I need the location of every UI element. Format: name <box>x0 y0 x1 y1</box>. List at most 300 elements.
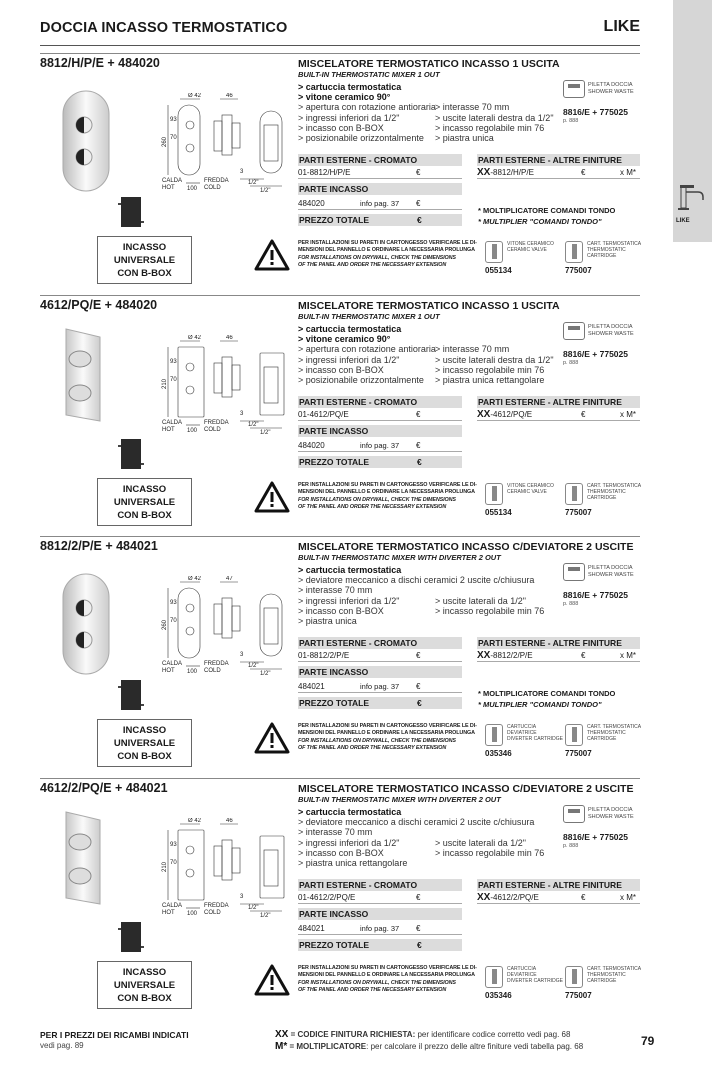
spare-label-line: CARTRIDGE <box>587 736 617 742</box>
feature: > uscite laterali da 1/2" <box>435 595 526 606</box>
currency: € <box>416 924 421 933</box>
feature-row <box>298 606 544 616</box>
spare-part-code: 035346 <box>485 749 512 758</box>
label-hot-en: HOT <box>162 910 175 916</box>
product-photo-rect-plate <box>60 325 106 425</box>
brand-name: LIKE <box>603 18 640 35</box>
currency: € <box>417 457 422 467</box>
feature: > interasse 70 mm <box>298 827 373 838</box>
feature: > apertura con rotazione antioraria <box>298 102 436 113</box>
dim-spacing: 100 <box>187 428 198 434</box>
shower-waste-label <box>588 807 634 820</box>
dim-depth: 46 <box>226 335 233 341</box>
dim-3: 3 <box>240 411 244 417</box>
product-title: MISCELATORE TERMOSTATICO INCASSO C/DEVIATORE 2 USCITE <box>298 541 634 553</box>
total-label: PREZZO TOTALE <box>299 215 370 225</box>
spare-part-icon <box>565 724 583 746</box>
feature-row <box>298 123 554 133</box>
spare-part-label <box>507 241 554 253</box>
spare-label-line: CART. TERMOSTATICA <box>587 241 642 247</box>
warning-line: MENSIONI DEL PANNELLO E ORDINARE LA NECESSARIA PROLUNGA <box>298 489 475 496</box>
other-code: -8812/2/P/E <box>490 651 533 660</box>
dim-half-inch: 1/2" <box>248 180 259 186</box>
shower-waste-icon <box>563 563 585 581</box>
spare-label-line: CART. TERMOSTATICA <box>587 724 642 730</box>
product-subtitle: BUILT-IN THERMOSTATIC MIXER WITH DIVERTER 2 OUT <box>298 795 501 804</box>
product-subtitle: BUILT-IN THERMOSTATIC MIXER 1 OUT <box>298 312 440 321</box>
spare-part-code: 035346 <box>485 991 512 1000</box>
feature: > interasse 70 mm <box>435 102 510 113</box>
footer-finish-code-note <box>275 1029 570 1040</box>
dim-depth: 46 <box>226 93 233 99</box>
feature-bold: > cartuccia termostatica <box>298 807 402 817</box>
box-label-line: INCASSO <box>122 242 167 253</box>
label-hot: CALDA <box>162 661 183 667</box>
feature-list <box>298 807 544 868</box>
multiplier: x M* <box>620 893 636 902</box>
finish-prefix: XX <box>477 409 491 420</box>
sidebar-label: LIKE <box>676 218 690 224</box>
bbox-photo <box>118 676 144 714</box>
feature: > uscite laterali da 1/2" <box>435 837 526 848</box>
technical-drawing <box>160 818 292 918</box>
feature: > interasse 70 mm <box>435 344 510 355</box>
spare-part-label <box>507 966 563 984</box>
spare-label-line: CARTRIDGE <box>587 495 617 501</box>
section-sidebar-tab[interactable] <box>673 0 712 242</box>
technical-drawing <box>160 576 292 676</box>
universal-bbox-label <box>97 478 192 526</box>
dim-3: 3 <box>240 169 244 175</box>
label-hot-en: HOT <box>162 427 175 433</box>
label-hot: CALDA <box>162 178 183 184</box>
product-photo-oval-plate <box>60 572 112 676</box>
drywall-warning <box>298 240 477 270</box>
spare-part-icon <box>565 966 583 988</box>
feature-bold: > cartuccia termostatica <box>298 324 402 334</box>
label-hot: CALDA <box>162 420 183 426</box>
label-cold: FREDDA <box>204 661 229 667</box>
feature-row <box>298 596 544 606</box>
drywall-warning <box>298 482 477 512</box>
product-section <box>0 536 673 778</box>
currency: € <box>416 199 421 208</box>
spare-label-line: CARTUCCIA <box>507 966 537 972</box>
spare-label-line: THERMOSTATIC <box>587 730 626 736</box>
incasso-header: PARTE INCASSO <box>298 908 462 920</box>
spare-label-line: DIVERTER CARTRIDGE <box>507 978 563 984</box>
warning-line: PER INSTALLAZIONI SU PARETI IN CARTONGESSO VERIFICARE LE DI- <box>298 965 477 971</box>
warning-icon <box>254 481 290 513</box>
spare-label-line: THERMOSTATIC <box>587 247 626 253</box>
waste-label-en: SHOWER WASTE <box>588 813 634 820</box>
feature: > posizionabile orizzontalmente <box>298 133 424 144</box>
feature: > incasso regolabile min 76 <box>435 605 545 616</box>
feature-bold: > vitone ceramico 90° <box>298 334 391 345</box>
warning-line: OF THE PANEL AND ORDER THE NECESSARY EXTENSION <box>298 262 447 269</box>
section-divider <box>40 53 640 54</box>
feature-row <box>298 344 554 354</box>
currency: € <box>417 698 422 708</box>
spare-label-line: DIVERTER CARTRIDGE <box>507 736 563 742</box>
m-text: : per calcolare il prezzo delle altre finiture vedi tabella pag. 68 <box>366 1042 584 1051</box>
feature-row <box>298 616 544 626</box>
feature-row <box>298 848 544 858</box>
other-finishes-header: PARTI ESTERNE - ALTRE FINITURE <box>477 637 640 649</box>
spare-part-label <box>587 966 641 984</box>
dim-diameter: Ø 42 <box>188 818 202 824</box>
warning-line: FOR INSTALLATIONS ON DRYWALL, CHECK THE DIMENSIONS <box>298 979 456 986</box>
chrome-header: PARTI ESTERNE - CROMATO <box>298 637 462 649</box>
feature: > incasso regolabile min 76 <box>435 364 545 375</box>
feature: > incasso regolabile min 76 <box>435 122 545 133</box>
feature: > ingressi inferiori da 1/2" <box>298 112 400 123</box>
warning-line: OF THE PANEL AND ORDER THE NECESSARY EXTENSION <box>298 745 447 752</box>
warning-line: FOR INSTALLATIONS ON DRYWALL, CHECK THE DIMENSIONS <box>298 254 456 261</box>
finish-prefix: XX <box>477 167 491 178</box>
warning-icon <box>254 239 290 271</box>
chrome-code: 01-4612/2/PQ/E <box>298 893 356 902</box>
feature-row <box>298 365 554 375</box>
warning-line: MENSIONI DEL PANNELLO E ORDINARE LA NECESSARIA PROLUNGA <box>298 247 475 254</box>
chrome-code: 01-4612/PQ/E <box>298 410 349 419</box>
feature-row <box>298 858 544 868</box>
dim-70: 70 <box>170 135 177 141</box>
currency: € <box>581 651 586 660</box>
other-finishes-header: PARTI ESTERNE - ALTRE FINITURE <box>477 154 640 166</box>
dim-93: 93 <box>170 117 177 123</box>
incasso-price-row <box>298 440 462 452</box>
spare-part-label <box>587 724 641 742</box>
shower-waste-label <box>588 324 634 337</box>
box-label-line: INCASSO <box>122 967 167 978</box>
shower-waste-code: 8816/E + 775025 <box>563 349 628 359</box>
waste-label-it: PILETTA DOCCIA <box>588 807 633 813</box>
shower-waste-code: 8816/E + 775025 <box>563 107 628 117</box>
finish-prefix: XX <box>477 892 491 903</box>
spare-label-line: CART. TERMOSTATICA <box>587 483 642 489</box>
label-cold-en: COLD <box>204 185 221 191</box>
dim-height: 260 <box>162 619 168 630</box>
other-finishes-row <box>477 167 640 179</box>
other-code: -4612/2/PQ/E <box>490 893 539 902</box>
box-label-line: CON B-BOX <box>117 268 172 279</box>
feature: > interasse 70 mm <box>298 585 373 596</box>
spare-part-code: 775007 <box>565 508 592 517</box>
spare-label-line: VITONE CERAMICO <box>507 483 554 489</box>
currency: € <box>416 168 421 177</box>
universal-bbox-label <box>97 961 192 1009</box>
label-cold: FREDDA <box>204 178 229 184</box>
product-title: MISCELATORE TERMOSTATICO INCASSO 1 USCITA <box>298 300 560 312</box>
label-cold-en: COLD <box>204 427 221 433</box>
info-page: info pag. 37 <box>360 682 400 691</box>
feature: > piastra unica <box>298 616 357 627</box>
dim-half-inch: 1/2" <box>260 913 271 918</box>
incasso-price-row <box>298 923 462 935</box>
total-price-row <box>298 697 462 709</box>
feature-row <box>298 817 544 827</box>
feature-row <box>298 375 554 385</box>
feature-list <box>298 324 554 385</box>
dim-diameter: Ø 42 <box>188 93 202 99</box>
feature: > uscite laterali destra da 1/2" <box>435 112 554 123</box>
shower-waste-icon <box>563 805 585 823</box>
incasso-code: 484021 <box>298 924 325 933</box>
chrome-price-row <box>298 167 462 179</box>
feature-row <box>298 827 544 837</box>
box-label-line: CON B-BOX <box>117 993 172 1004</box>
shower-waste-code: 8816/E + 775025 <box>563 590 628 600</box>
feature-row <box>298 113 554 123</box>
feature-list <box>298 82 554 143</box>
dim-3: 3 <box>240 652 244 658</box>
currency: € <box>416 410 421 419</box>
other-code: -4612/PQ/E <box>490 410 533 419</box>
product-code: 8812/H/P/E + 484020 <box>40 56 160 70</box>
spare-label-line: CARTRIDGE <box>587 253 617 259</box>
incasso-code: 484020 <box>298 199 325 208</box>
feature: > piastra unica <box>435 133 494 144</box>
feature-row <box>298 102 554 112</box>
feature: > incasso con B-BOX <box>298 605 384 616</box>
spare-part-code: 055134 <box>485 508 512 517</box>
dim-depth: 47 <box>226 576 233 582</box>
shower-waste-icon <box>563 322 585 340</box>
feature: > incasso con B-BOX <box>298 122 384 133</box>
warning-icon <box>254 964 290 996</box>
multiplier-note: * MOLTIPLICATORE COMANDI TONDO <box>478 206 616 215</box>
technical-drawing <box>160 93 292 193</box>
spare-label-line: CERAMIC VALVE <box>507 247 547 253</box>
feature-row <box>298 575 544 585</box>
currency: € <box>581 893 586 902</box>
box-label-line: UNIVERSALE <box>113 255 176 266</box>
dim-half-inch: 1/2" <box>260 188 271 193</box>
spare-part-icon <box>485 241 503 263</box>
feature: > piastra unica rettangolare <box>298 858 408 869</box>
spare-part-code: 775007 <box>565 749 592 758</box>
universal-bbox-label <box>97 236 192 284</box>
product-section <box>0 53 673 295</box>
spare-label-line: DEVIATRICE <box>507 730 537 736</box>
incasso-price-row <box>298 198 462 210</box>
shower-waste-page: p. 888 <box>563 843 579 849</box>
shower-waste-icon <box>563 80 585 98</box>
total-label: PREZZO TOTALE <box>299 698 370 708</box>
feature: > uscite laterali destra da 1/2" <box>435 354 554 365</box>
spare-label-line: CARTUCCIA <box>507 724 537 730</box>
spare-part-icon <box>485 966 503 988</box>
dim-93: 93 <box>170 600 177 606</box>
chrome-header: PARTI ESTERNE - CROMATO <box>298 154 462 166</box>
dim-half-inch: 1/2" <box>248 905 259 911</box>
other-finishes-row <box>477 892 640 904</box>
bbox-photo <box>118 193 144 231</box>
feature: > ingressi inferiori da 1/2" <box>298 595 400 606</box>
dim-height: 210 <box>162 861 168 872</box>
chrome-price-row <box>298 892 462 904</box>
waste-label-it: PILETTA DOCCIA <box>588 324 633 330</box>
product-code: 8812/2/P/E + 484021 <box>40 539 158 553</box>
m-key: M* <box>275 1041 288 1052</box>
feature: > deviatore meccanico a dischi ceramici 2 uscite c/chiusura <box>298 575 535 586</box>
dim-spacing: 100 <box>187 186 198 192</box>
footer-spares-page: vedi pag. 89 <box>40 1041 84 1050</box>
product-subtitle: BUILT-IN THERMOSTATIC MIXER 1 OUT <box>298 70 440 79</box>
feature: > apertura con rotazione antioraria <box>298 344 436 355</box>
total-price-row <box>298 456 462 468</box>
xx-label: = CODICE FINITURA RICHIESTA: <box>288 1030 416 1039</box>
dim-93: 93 <box>170 842 177 848</box>
label-cold: FREDDA <box>204 903 229 909</box>
spare-part-icon <box>565 483 583 505</box>
product-subtitle: BUILT-IN THERMOSTATIC MIXER WITH DIVERTER 2 OUT <box>298 553 501 562</box>
incasso-code: 484021 <box>298 682 325 691</box>
feature-bold: > cartuccia termostatica <box>298 565 402 575</box>
feature: > ingressi inferiori da 1/2" <box>298 354 400 365</box>
chrome-header: PARTI ESTERNE - CROMATO <box>298 879 462 891</box>
warning-line: FOR INSTALLATIONS ON DRYWALL, CHECK THE DIMENSIONS <box>298 496 456 503</box>
xx-key: XX <box>275 1029 289 1040</box>
label-cold-en: COLD <box>204 668 221 674</box>
warning-line: MENSIONI DEL PANNELLO E ORDINARE LA NECESSARIA PROLUNGA <box>298 972 475 979</box>
feature-row <box>298 133 554 143</box>
feature-row <box>298 838 544 848</box>
other-finishes-header: PARTI ESTERNE - ALTRE FINITURE <box>477 879 640 891</box>
dim-diameter: Ø 42 <box>188 335 202 341</box>
feature-bold: > cartuccia termostatica <box>298 82 402 92</box>
label-hot-en: HOT <box>162 668 175 674</box>
dim-93: 93 <box>170 359 177 365</box>
spare-label-line: CARTRIDGE <box>587 978 617 984</box>
spare-part-code: 775007 <box>565 266 592 275</box>
feature: > ingressi inferiori da 1/2" <box>298 837 400 848</box>
warning-line: PER INSTALLAZIONI SU PARETI IN CARTONGESSO VERIFICARE LE DI- <box>298 482 477 488</box>
chrome-code: 01-8812/2/P/E <box>298 651 350 660</box>
warning-line: FOR INSTALLATIONS ON DRYWALL, CHECK THE DIMENSIONS <box>298 737 456 744</box>
product-photo-oval-plate <box>60 89 112 193</box>
info-page: info pag. 37 <box>360 924 400 933</box>
incasso-code: 484020 <box>298 441 325 450</box>
spare-part-label <box>587 241 641 259</box>
currency: € <box>581 410 586 419</box>
currency: € <box>416 651 421 660</box>
dim-height: 210 <box>162 378 168 389</box>
product-photo-rect-plate <box>60 808 106 908</box>
feature-bold: > vitone ceramico 90° <box>298 92 391 103</box>
faucet-icon <box>678 182 706 212</box>
waste-label-it: PILETTA DOCCIA <box>588 82 633 88</box>
spare-label-line: DEVIATRICE <box>507 972 537 978</box>
dim-half-inch: 1/2" <box>260 430 271 435</box>
xx-text: per identificare codice corretto vedi pag. 68 <box>415 1030 571 1039</box>
feature: > piastra unica rettangolare <box>435 375 545 386</box>
section-divider <box>40 295 640 296</box>
shower-waste-page: p. 888 <box>563 360 579 366</box>
feature-list <box>298 565 544 626</box>
waste-label-en: SHOWER WASTE <box>588 571 634 578</box>
spare-part-icon <box>565 241 583 263</box>
shower-waste-page: p. 888 <box>563 118 579 124</box>
chrome-price-row <box>298 409 462 421</box>
warning-icon <box>254 722 290 754</box>
spare-part-label <box>587 483 641 501</box>
m-label: = MOLTIPLICATORE <box>287 1042 367 1051</box>
technical-drawing <box>160 335 292 435</box>
product-section <box>0 295 673 537</box>
box-label-line: UNIVERSALE <box>113 497 176 508</box>
info-page: info pag. 37 <box>360 199 400 208</box>
multiplier: x M* <box>620 168 636 177</box>
feature-row <box>298 355 554 365</box>
warning-line: PER INSTALLAZIONI SU PARETI IN CARTONGESSO VERIFICARE LE DI- <box>298 723 477 729</box>
feature: > incasso con B-BOX <box>298 847 384 858</box>
finish-prefix: XX <box>477 650 491 661</box>
label-hot: CALDA <box>162 903 183 909</box>
dim-spacing: 100 <box>187 669 198 675</box>
other-finishes-row <box>477 650 640 662</box>
shower-waste-label <box>588 565 634 578</box>
spare-part-code: 775007 <box>565 991 592 1000</box>
currency: € <box>417 940 422 950</box>
currency: € <box>416 441 421 450</box>
total-price-row <box>298 214 462 226</box>
multiplier-note-en: * MULTIPLIER "COMANDI TONDO" <box>478 217 602 226</box>
spare-part-label <box>507 483 554 495</box>
spare-part-icon <box>485 724 503 746</box>
box-label-line: UNIVERSALE <box>113 980 176 991</box>
dim-half-inch: 1/2" <box>248 663 259 669</box>
dim-diameter: Ø 42 <box>188 576 202 582</box>
spare-label-line: CART. TERMOSTATICA <box>587 966 642 972</box>
currency: € <box>581 168 586 177</box>
currency: € <box>417 215 422 225</box>
dim-half-inch: 1/2" <box>260 671 271 676</box>
feature: > posizionabile orizzontalmente <box>298 375 424 386</box>
box-label-line: CON B-BOX <box>117 510 172 521</box>
incasso-header: PARTE INCASSO <box>298 666 462 678</box>
product-title: MISCELATORE TERMOSTATICO INCASSO C/DEVIATORE 2 USCITE <box>298 783 634 795</box>
bbox-photo <box>118 918 144 956</box>
total-label: PREZZO TOTALE <box>299 940 370 950</box>
warning-line: PER INSTALLAZIONI SU PARETI IN CARTONGESSO VERIFICARE LE DI- <box>298 240 477 246</box>
other-finishes-row <box>477 409 640 421</box>
spare-part-code: 055134 <box>485 266 512 275</box>
dim-spacing: 100 <box>187 911 198 917</box>
dim-half-inch: 1/2" <box>248 422 259 428</box>
section-divider <box>40 536 640 537</box>
incasso-header: PARTE INCASSO <box>298 183 462 195</box>
multiplier: x M* <box>620 651 636 660</box>
other-finishes-header: PARTI ESTERNE - ALTRE FINITURE <box>477 396 640 408</box>
footer-multiplier-note <box>275 1041 583 1052</box>
feature: > incasso con B-BOX <box>298 364 384 375</box>
dim-height: 260 <box>162 136 168 147</box>
warning-line: OF THE PANEL AND ORDER THE NECESSARY EXTENSION <box>298 987 447 994</box>
dim-70: 70 <box>170 860 177 866</box>
feature: > deviatore meccanico a dischi ceramici 2 uscite c/chiusura <box>298 817 535 828</box>
spare-label-line: CERAMIC VALVE <box>507 489 547 495</box>
drywall-warning <box>298 965 477 995</box>
chrome-code: 01-8812/H/P/E <box>298 168 351 177</box>
chrome-header: PARTI ESTERNE - CROMATO <box>298 396 462 408</box>
dim-3: 3 <box>240 894 244 900</box>
total-price-row <box>298 939 462 951</box>
product-code: 4612/2/PQ/E + 484021 <box>40 781 168 795</box>
box-label-line: UNIVERSALE <box>113 738 176 749</box>
info-page: info pag. 37 <box>360 441 400 450</box>
